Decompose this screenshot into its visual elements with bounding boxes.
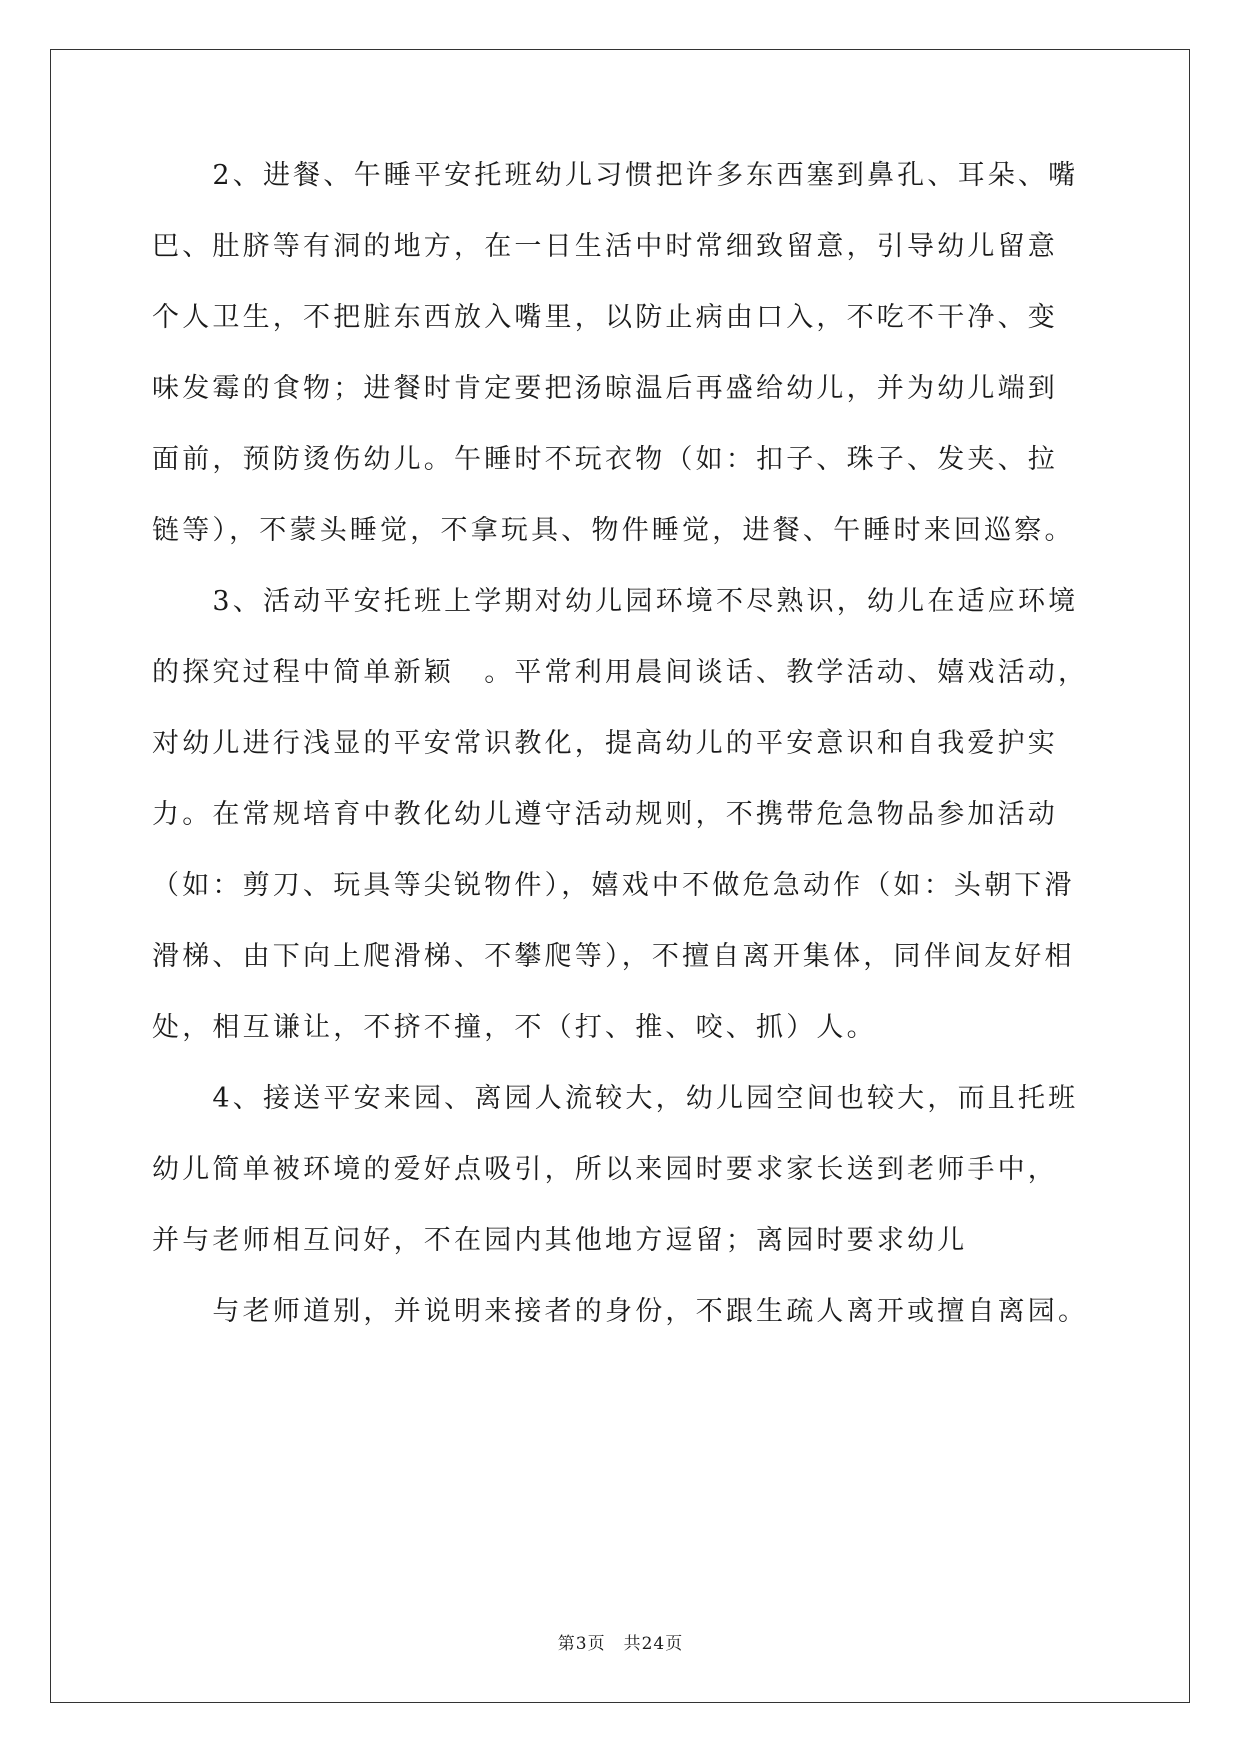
text-line: （如：剪刀、玩具等尖锐物件），嬉戏中不做危急动作（如：头朝下滑 [152, 870, 1075, 901]
text-line: 并与老师相互问好，不在园内其他地方逗留；离园时要求幼儿 [152, 1225, 968, 1256]
text-line: 2、进餐、午睡平安托班幼儿习惯把许多东西塞到鼻孔、耳朵、嘴 [152, 160, 1079, 191]
text-line: 力。在常规培育中教化幼儿遵守活动规则，不携带危急物品参加活动 [152, 799, 1058, 830]
text-line: 链等），不蒙头睡觉，不拿玩具、物件睡觉，进餐、午睡时来回巡察。 [152, 515, 1075, 546]
text-line: 幼儿简单被环境的爱好点吸引，所以来园时要求家长送到老师手中， [152, 1154, 1058, 1185]
text-line: 4、接送平安来园、离园人流较大，幼儿园空间也较大，而且托班 [152, 1083, 1079, 1114]
text-line: 对幼儿进行浅显的平安常识教化，提高幼儿的平安意识和自我爱护实 [152, 728, 1058, 759]
page-number: 第3页 共24页 [557, 1634, 684, 1654]
text-line: 处，相互谦让，不挤不撞，不（打、推、咬、抓）人。 [152, 1012, 877, 1043]
text-line: 滑梯、由下向上爬滑梯、不攀爬等），不擅自离开集体，同伴间友好相 [152, 941, 1075, 972]
text-line: 的探究过程中简单新颖 。平常利用晨间谈话、教学活动、嬉戏活动， [152, 657, 1089, 688]
text-line: 个人卫生，不把脏东西放入嘴里，以防止病由口入，不吃不干净、变 [152, 302, 1058, 333]
text-line: 巴、肚脐等有洞的地方，在一日生活中时常细致留意，引导幼儿留意 [152, 231, 1058, 262]
text-line: 面前，预防烫伤幼儿。午睡时不玩衣物（如：扣子、珠子、发夹、拉 [152, 444, 1058, 475]
text-line: 3、活动平安托班上学期对幼儿园环境不尽熟识，幼儿在适应环境 [152, 586, 1079, 617]
text-line: 味发霉的食物；进餐时肯定要把汤晾温后再盛给幼儿，并为幼儿端到 [152, 373, 1058, 404]
text-line: 与老师道别，并说明来接者的身份，不跟生疏人离开或擅自离园。 [152, 1296, 1089, 1327]
